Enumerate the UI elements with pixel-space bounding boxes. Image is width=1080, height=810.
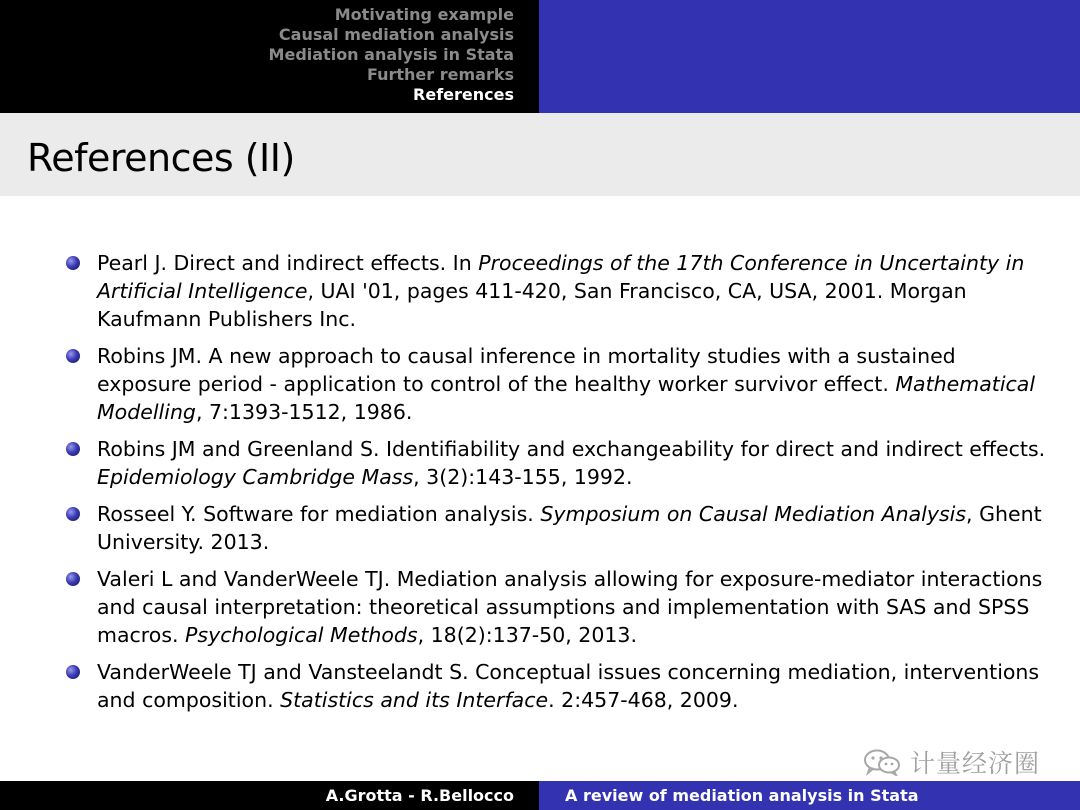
list-item <box>0 500 1080 556</box>
reference-text: VanderWeele TJ and Vansteelandt S. Conceptual issues concerning mediation, interventions and composition. <box>97 660 1040 712</box>
headline-section-nav <box>0 0 539 113</box>
footer-author-box <box>0 781 539 810</box>
footer-short-title: A review of mediation analysis in Stata <box>565 786 919 805</box>
wechat-icon <box>862 748 902 776</box>
reference-venue: Epidemiology Cambridge Mass <box>97 465 414 489</box>
ball-bullet-icon <box>66 442 80 456</box>
section-navigation <box>269 5 514 105</box>
reference-venue: Statistics and its Interface <box>280 688 549 712</box>
reference-details: , 3(2):143-155, 1992. <box>413 465 633 489</box>
list-item <box>0 249 1080 333</box>
nav-item-mediation-analysis-in-stata[interactable]: Mediation analysis in Stata <box>268 45 514 64</box>
ball-bullet-icon <box>66 507 80 521</box>
nav-item-references[interactable]: References <box>413 85 514 104</box>
reference-text: Pearl J. Direct and indirect effects. In <box>97 251 479 275</box>
ball-bullet-icon <box>66 349 80 363</box>
reference-details: , 7:1393-1512, 1986. <box>195 400 413 424</box>
watermark-text: 计量经济圈 <box>910 749 1041 778</box>
ball-bullet-icon <box>66 572 80 586</box>
watermark <box>862 745 1040 779</box>
reference-details: , Ghent University. 2013. <box>97 502 1042 554</box>
page-title: References (II) <box>27 136 295 180</box>
reference-venue: Proceedings of the 17th Conference in Uncertainty in Artificial Intelligence <box>97 251 1025 303</box>
nav-item-motivating-example[interactable]: Motivating example <box>334 5 514 24</box>
footer-title-box <box>539 781 1080 810</box>
list-item <box>0 565 1080 649</box>
reference-text: Valeri L and VanderWeele TJ. Mediation analysis allowing for exposure-mediator interactions and causal interpretation: theoretical assumptions and implementation with SAS and SPSS macros. <box>97 567 1043 647</box>
reference-details: . 2:457-468, 2009. <box>548 688 739 712</box>
nav-item-further-remarks[interactable]: Further remarks <box>366 65 514 84</box>
reference-venue: Symposium on Causal Mediation Analysis <box>540 502 967 526</box>
reference-list <box>0 249 1080 723</box>
reference-details: , 18(2):137-50, 2013. <box>417 623 637 647</box>
list-item <box>0 435 1080 491</box>
reference-text: Rosseel Y. Software for mediation analysis. <box>97 502 541 526</box>
footline <box>0 781 1080 810</box>
reference-details: , UAI '01, pages 411-420, San Francisco, CA, USA, 2001. Morgan Kaufmann Publishers Inc. <box>97 279 967 331</box>
headline-subsection-area <box>539 0 1080 113</box>
reference-text: Robins JM and Greenland S. Identifiability and exchangeability for direct and indirect effects. <box>97 437 1046 461</box>
list-item <box>0 658 1080 714</box>
nav-item-causal-mediation-analysis[interactable]: Causal mediation analysis <box>278 25 514 44</box>
ball-bullet-icon <box>66 256 80 270</box>
footer-authors: A.Grotta - R.Bellocco <box>325 786 514 805</box>
frame-title-bar <box>0 113 1080 196</box>
headline-bar <box>0 0 1080 113</box>
reference-venue: Mathematical Modelling <box>97 372 1036 424</box>
ball-bullet-icon <box>66 665 80 679</box>
reference-venue: Psychological Methods <box>185 623 418 647</box>
reference-text: Robins JM. A new approach to causal inference in mortality studies with a sustained exposure period - application to control of the healthy worker survivor effect. <box>97 344 956 396</box>
list-item <box>0 342 1080 426</box>
